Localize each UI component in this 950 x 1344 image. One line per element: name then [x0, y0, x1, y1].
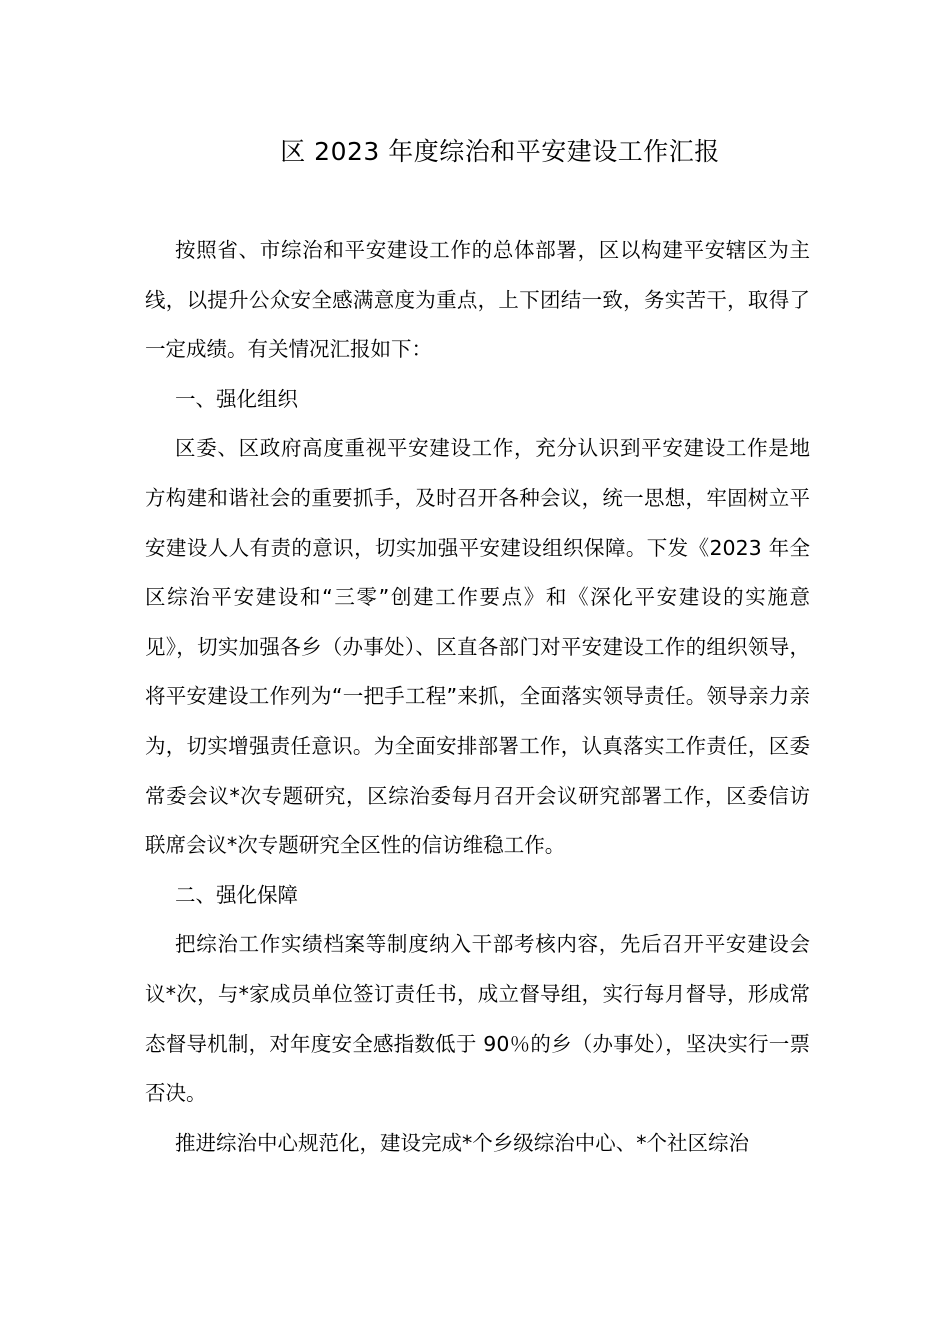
paragraph-guarantee: 把综治工作实绩档案等制度纳入干部考核内容，先后召开平安建设会议*次，与*家成员单位签订责任书，成立督导组，实行每月督导，形成常态督导机制，对年度安全感指数低于 90％的乡（办事处），坚决实行一票否决。 [145, 932, 810, 1106]
paragraph-organization: 区委、区政府高度重视平安建设工作，充分认识到平安建设工作是地方构建和谐社会的重要抓手，及时召开各种会议，统一思想，牢固树立平安建设人人有责的意识，切实加强平安建设组织保障。下发《2023 年全区综治平安建设和“三零”创建工作要点》和《深化平安建设的实施意见》，切实加强各乡（办事处）、区直各部门对平安建设工作的组织领导，将平安建设工作列为“一把手工程”来抓，全面落实领导责任。领导亲力亲为，切实增强责任意识。为全面安排部署工作，认真落实工作责任，区委常委会议*次专题研究，区综治委每月召开会议研究部署工作，区委信访联席会议*次专题研究全区性的信访维稳工作。 [145, 436, 810, 858]
section-heading-2: 二、强化保障 [175, 882, 298, 907]
document-title: 区 2023 年度综治和平安建设工作汇报 [280, 137, 720, 166]
paragraph-center: 推进综治中心规范化，建设完成*个乡级综治中心、*个社区综治 [175, 1130, 749, 1155]
paragraph-intro: 按照省、市综治和平安建设工作的总体部署，区以构建平安辖区为主线，以提升公众安全感满意度为重点，上下团结一致，务实苦干，取得了一定成绩。有关情况汇报如下： [145, 238, 810, 362]
section-heading-1: 一、强化组织 [175, 386, 298, 411]
document-body [145, 226, 810, 1168]
